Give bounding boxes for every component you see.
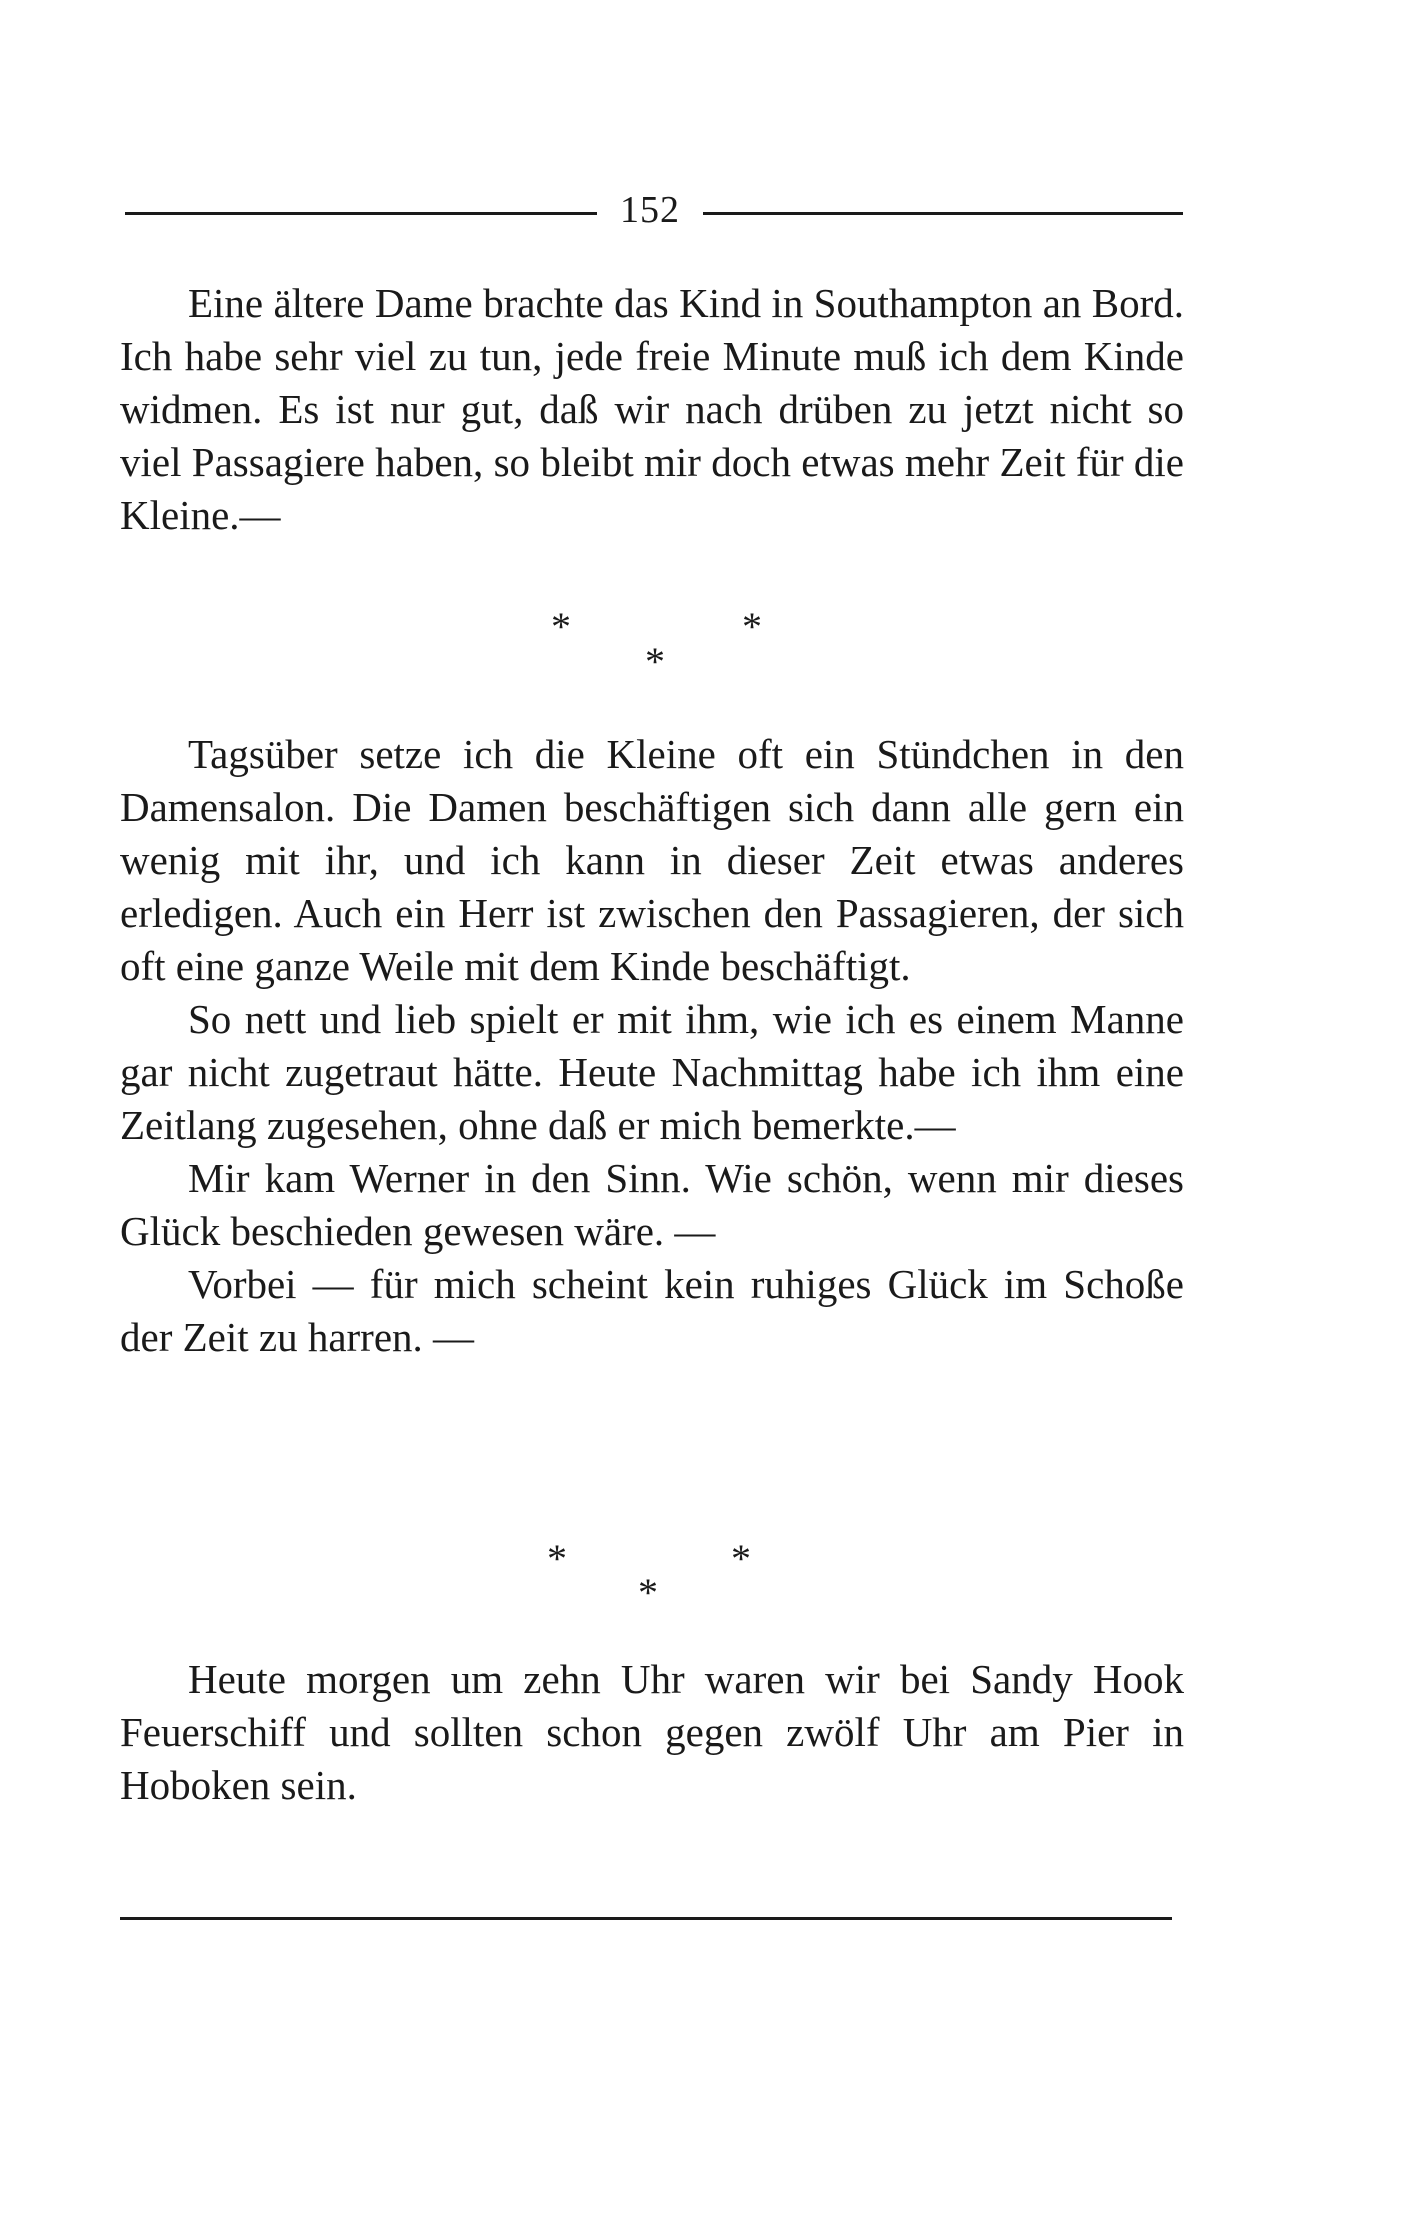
paragraph-4: Mir kam Werner in den Sinn. Wie schön, wenn mir dieses Glück beschieden gewesen wäre. — <box>120 1155 1184 1254</box>
text-section-1 <box>120 277 1184 542</box>
page-header <box>125 185 1183 235</box>
text-section-3 <box>120 1653 1184 1812</box>
paragraph-1: Eine ältere Dame brachte das Kind in Southampton an Bord. Ich habe sehr viel zu tun, jede freie Minute muß ich dem Kinde widmen. Es ist nur gut, daß wir nach drüben zu jetzt nicht so viel Passagiere haben, so bleibt mir doch etwas mehr Zeit für die Kleine.— <box>120 280 1184 538</box>
separator-star-2b: * <box>731 1536 751 1581</box>
paragraph-3: So nett und lieb spielt er mit ihm, wie ich es einem Manne gar nicht zugetraut hätte. Heute Nachmittag habe ich ihm eine Zeitlang zugesehen, ohne daß er mich bemerkte.— <box>120 996 1184 1148</box>
separator-star-1b: * <box>742 604 762 649</box>
text-section-2 <box>120 728 1184 1364</box>
separator-star-2c: * <box>638 1570 658 1615</box>
paragraph-6: Heute morgen um zehn Uhr waren wir bei Sandy Hook Feuerschiff und sollten schon gegen zwölf Uhr am Pier in Hoboken sein. <box>120 1656 1184 1808</box>
footer-rule <box>120 1917 1172 1920</box>
paragraph-5: Vorbei — für mich scheint kein ruhiges Glück im Schoße der Zeit zu harren. — <box>120 1261 1184 1360</box>
separator-star-1a: * <box>551 604 571 649</box>
paragraph-2: Tagsüber setze ich die Kleine oft ein Stündchen in den Damensalon. Die Damen beschäftigen sich dann alle gern ein wenig mit ihr, und ich kann in dieser Zeit etwas anderes erledigen. Auch ein Herr ist zwischen den Passagieren, der sich oft eine ganze Weile mit dem Kinde beschäftigt. <box>120 731 1184 989</box>
header-rule-left <box>125 212 597 215</box>
separator-star-2a: * <box>547 1536 567 1581</box>
page-number: 152 <box>620 189 680 231</box>
separator-star-1c: * <box>645 639 665 684</box>
header-rule-right <box>703 212 1183 215</box>
